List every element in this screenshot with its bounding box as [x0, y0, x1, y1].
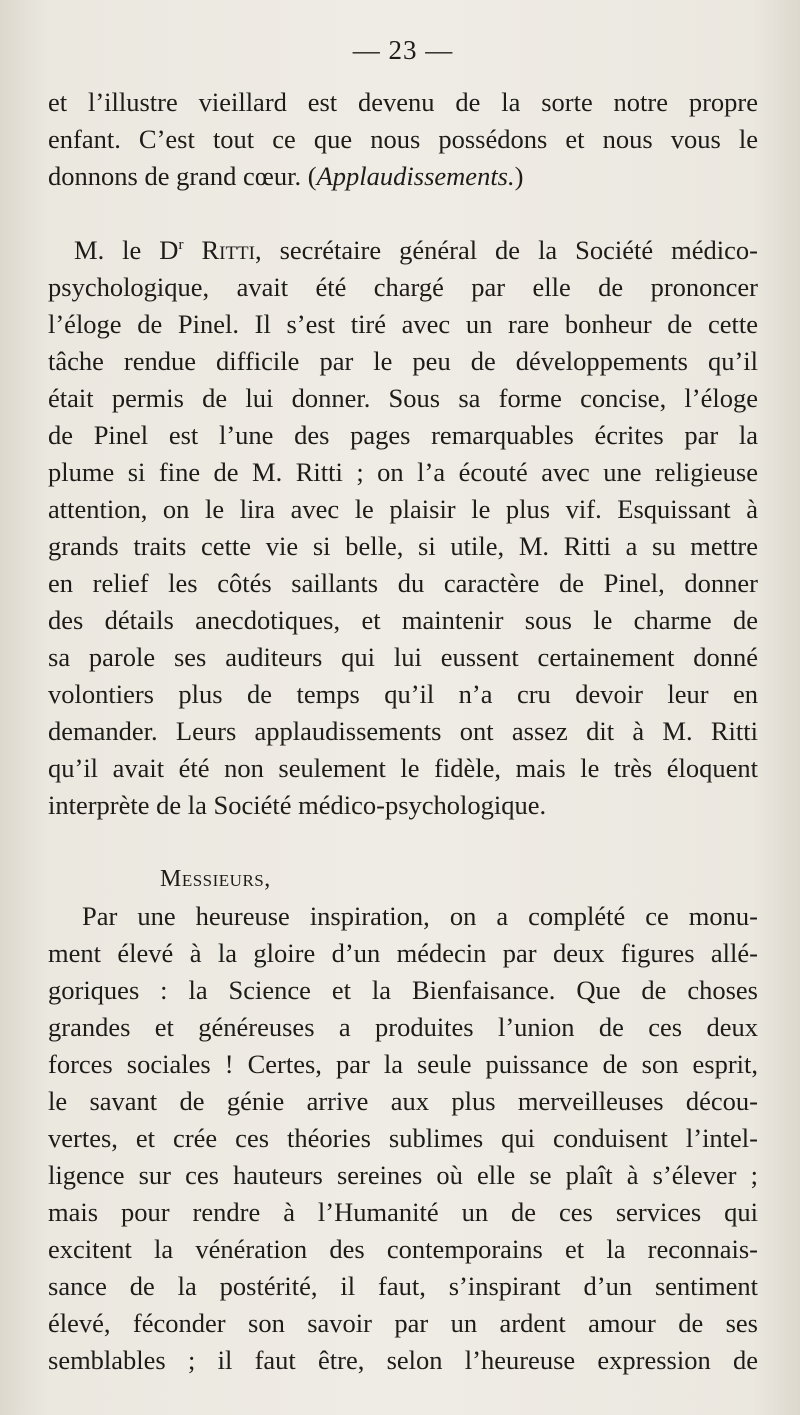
text-line: mais pour rendre à l’Humanité un de ces services qui	[48, 1197, 758, 1227]
text-line: grandes et généreuses a produites l’union de ces deux	[48, 1012, 758, 1042]
text-line: grands traits cette vie si belle, si utile, M. Ritti a su mettre	[48, 531, 758, 561]
text-line: sance de la postérité, il faut, s’inspirant d’un sentiment	[48, 1271, 758, 1301]
text-line: goriques : la Science et la Bienfaisance. Que de choses	[48, 975, 758, 1005]
salutation: Messieurs,	[160, 866, 271, 892]
text-line: M. le $D^r$ Ritti, secrétaire général de la Société médico-	[74, 235, 758, 265]
text-line: psychologique, avait été chargé par elle de prononcer	[48, 272, 758, 302]
text-line: l’éloge de Pinel. Il s’est tiré avec un rare bonheur de cette	[48, 309, 758, 339]
text-line: semblables ; il faut être, selon l’heureuse expression de	[48, 1345, 758, 1375]
paragraph-allegorical-figures	[48, 898, 758, 1379]
text-line: interprète de la Société médico-psychologique.	[48, 790, 547, 820]
paragraph-closing-remarks	[48, 84, 758, 195]
paragraph-gap	[48, 195, 758, 232]
text-line-applause-text: donnons de grand cœur. (Applaudissements.)	[48, 161, 524, 191]
paragraph-ritti-eulogy	[48, 232, 758, 824]
text-line: de Pinel est l’une des pages remarquables écrites par la	[48, 420, 758, 450]
text-line-applause	[48, 158, 758, 195]
paragraph-gap	[48, 824, 758, 861]
text-line: plume si fine de M. Ritti ; on l’a écouté avec une religieuse	[48, 457, 758, 487]
small-caps-name: Ritti	[201, 235, 255, 265]
text-line: était permis de lui donner. Sous sa forme concise, l’éloge	[48, 383, 758, 413]
text-line: le savant de génie arrive aux plus merveilleuses décou-	[48, 1086, 758, 1116]
text-line: sa parole ses auditeurs qui lui eussent certainement donné	[48, 642, 758, 672]
applause-italic: Applaudissements.	[316, 161, 515, 191]
text-line: qu’il avait été non seulement le fidèle, mais le très éloquent	[48, 753, 758, 783]
text-line: et l’illustre vieillard est devenu de la sorte notre propre	[48, 87, 758, 117]
page-number: — 23 —	[352, 35, 454, 65]
text-line: attention, on le lira avec le plaisir le plus vif. Esquissant à	[48, 494, 758, 524]
text-line: tâche rendue difficile par le peu de développements qu’il	[48, 346, 758, 376]
text-line: Par une heureuse inspiration, on a complété ce monu-	[82, 901, 758, 931]
text-line: en relief les côtés saillants du caractère de Pinel, donner	[48, 568, 758, 598]
text-line: excitent la vénération des contemporains et la reconnais-	[48, 1234, 758, 1264]
text-line: des détails anecdotiques, et maintenir sous le charme de	[48, 605, 758, 635]
superscript: r	[178, 237, 184, 254]
text-line: demander. Leurs applaudissements ont assez dit à M. Ritti	[48, 716, 758, 746]
text-line: élevé, féconder son savoir par un ardent amour de ses	[48, 1308, 758, 1338]
text-line: vertes, et crée ces théories sublimes qui conduisent l’intel-	[48, 1123, 758, 1153]
text-line: enfant. C’est tout ce que nous possédons et nous vous le	[48, 124, 758, 154]
text-line: ment élevé à la gloire d’un médecin par deux figures allé-	[48, 938, 758, 968]
text-line: ligence sur ces hauteurs sereines où elle se plaît à s’élever ;	[48, 1160, 758, 1190]
text-line: volontiers plus de temps qu’il n’a cru devoir leur en	[48, 679, 758, 709]
text-line: forces sociales ! Certes, par la seule puissance de son esprit,	[48, 1049, 758, 1079]
